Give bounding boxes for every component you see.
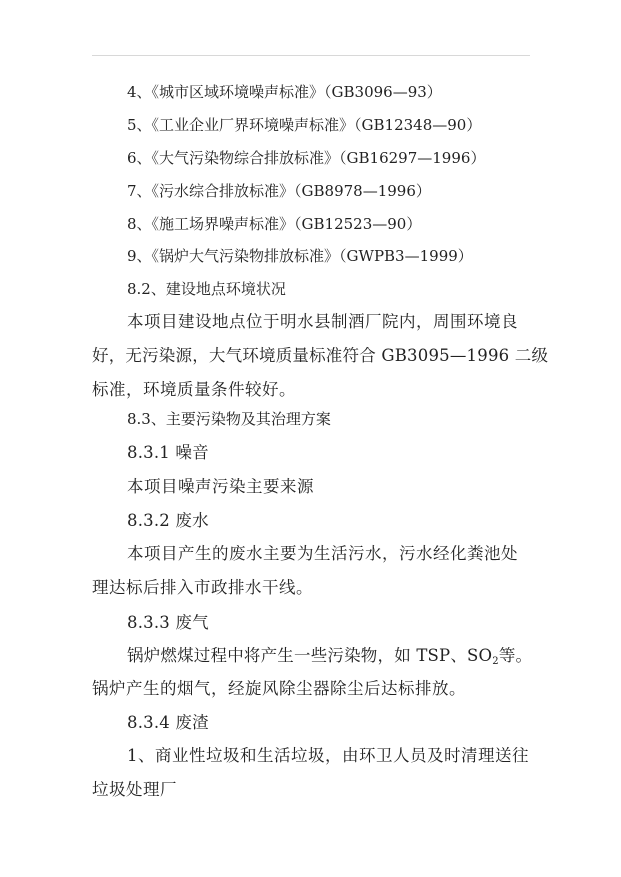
gas-text-after: 等。 <box>498 646 533 665</box>
header-rule <box>92 55 530 56</box>
section-heading-8-3: 8.3、主要污染物及其治理方案 <box>127 410 331 428</box>
standard-item: 8、《施工场界噪声标准》（GB12523—90） <box>127 215 422 233</box>
subsection-heading-wastewater: 8.3.2 废水 <box>127 511 209 530</box>
standard-item: 9、《锅炉大气污染物排放标准》（GWPB3—1999） <box>127 247 473 265</box>
so2-subscript: 2 <box>492 656 499 667</box>
paragraph-line <box>127 646 532 666</box>
gas-text-before: 锅炉燃煤过程中将产生一些污染物，如 TSP、SO <box>127 646 493 665</box>
paragraph-line: 本项目产生的废水主要为生活污水，污水经化粪池处 <box>127 544 518 563</box>
paragraph-line: 锅炉产生的烟气，经旋风除尘器除尘后达标排放。 <box>92 679 466 698</box>
paragraph-line: 垃圾处理厂 <box>92 780 177 799</box>
paragraph-line: 本项目建设地点位于明水县制酒厂院内，周围环境良 <box>127 312 518 331</box>
standard-item: 6、《大气污染物综合排放标准》（GB16297—1996） <box>127 149 486 167</box>
standard-item: 4、《城市区域环境噪声标准》（GB3096—93） <box>127 83 442 101</box>
subsection-heading-residue: 8.3.4 废渣 <box>127 713 209 732</box>
subsection-heading-gas: 8.3.3 废气 <box>127 613 209 632</box>
paragraph-line: 标准，环境质量条件较好。 <box>92 380 296 399</box>
standard-item: 5、《工业企业厂界环境噪声标准》（GB12348—90） <box>127 116 482 134</box>
noise-text: 本项目噪声污染主要来源 <box>127 477 314 496</box>
section-heading-8-2: 8.2、建设地点环境状况 <box>127 280 286 298</box>
paragraph-line: 理达标后排入市政排水干线。 <box>92 578 313 597</box>
standard-item: 7、《污水综合排放标准》（GB8978—1996） <box>127 182 431 200</box>
paragraph-line: 1、商业性垃圾和生活垃圾，由环卫人员及时清理送往 <box>127 746 529 765</box>
subsection-heading-noise: 8.3.1 噪音 <box>127 443 209 462</box>
paragraph-line: 好，无污染源，大气环境质量标准符合 GB3095—1996 二级 <box>92 346 549 365</box>
